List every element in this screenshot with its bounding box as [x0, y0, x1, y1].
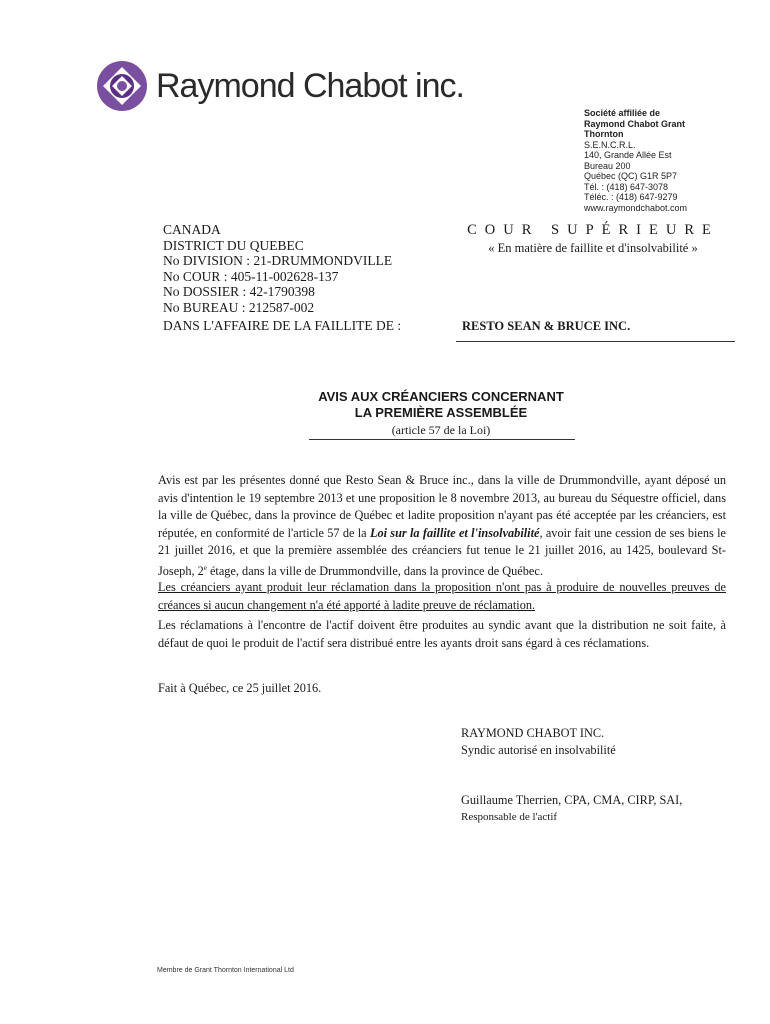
divider — [309, 439, 575, 440]
law-title: Loi sur la faillite et l'insolvabilité — [369, 525, 540, 540]
p1-text-b: , avoir fait une cession de ses biens le 21 juillet 2016, et que la première assemblée des créanciers fut tenue le 21 juillet 2016, au 1425, boulevard St-Joseph, 2 — [158, 525, 727, 578]
affiliate-line: Société affiliée de — [584, 108, 661, 118]
paragraph-creditors: Les créanciers ayant produit leur réclamation dans la proposition n'ont pas à produire de nouvelles preuves de créances si aucun changement n'a été apporté à ladite preuve de réclamation. — [158, 580, 726, 612]
header-line: No COUR : 405-11-002628-137 — [163, 268, 339, 284]
case-identifiers — [163, 222, 392, 315]
signature-person — [461, 792, 682, 826]
affiliate-line: Raymond Chabot Grant — [584, 118, 686, 129]
debtor-name: RESTO SEAN & BRUCE INC. — [462, 319, 631, 333]
firm-name: RAYMOND CHABOT INC. — [461, 726, 605, 740]
notice-title — [230, 389, 652, 421]
affiliate-line: Bureau 200 — [584, 160, 631, 171]
p1-text-a: Avis est par les présentes donné que Resto Sean & Bruce inc., dans la ville de Drummondville, ayant déposé un avis d'intention le 19 septembre 2013 et une proposition le 8 novembre 2013, au bureau du Séquestre officiel, dans la ville de Québec, dans la province de Québec et ladite proposition n'ayant pas été acceptée par les créanciers, est réputée, en conformité de l'article 57 de la — [158, 473, 726, 540]
paragraph-claims: Les réclamations à l'encontre de l'actif doivent être produites au syndic avant que la distribution ne soit faite, à défaut de quoi le produit de l'actif sera distribué entre les ayants droit sans égard à ces réclamations. — [158, 618, 726, 650]
notice-article: (article 57 de la Loi) — [391, 423, 491, 437]
company-logo — [96, 60, 464, 112]
person-name: Guillaume Therrien, CPA, CMA, CIRP, SAI, — [461, 793, 683, 807]
notice-title-line2: LA PREMIÈRE ASSEMBLÉE — [354, 405, 528, 420]
affiliate-line: Tél. : (418) 647-3078 — [584, 181, 669, 192]
court-title: COUR SUPÉRIEURE — [467, 222, 719, 238]
paragraph-notice — [158, 472, 726, 580]
header-line: DISTRICT DU QUEBEC — [163, 237, 304, 253]
affaire-label: DANS L'AFFAIRE DE LA FAILLITE DE : — [163, 318, 402, 333]
header-line: No DIVISION : 21-DRUMMONDVILLE — [163, 253, 393, 268]
signature-firm — [461, 725, 616, 759]
affiliate-line: www.raymondchabot.com — [584, 202, 688, 213]
affiliate-line: S.E.N.C.R.L. — [584, 139, 636, 150]
logo-mark-icon — [96, 60, 148, 112]
header-line: CANADA — [163, 222, 221, 237]
affiliate-line: 140, Grande Allée Est — [584, 150, 672, 160]
p1-text-c: étage, dans la ville de Drummondville, dans la province de Québec. — [206, 563, 543, 578]
affiliate-info — [584, 108, 754, 213]
person-role: Responsable de l'actif — [461, 811, 558, 823]
affiliate-line: Québec (QC) G1R 5P7 — [584, 171, 678, 181]
header-line: No DOSSIER : 42-1790398 — [163, 284, 315, 299]
ordinal-sup: e — [203, 563, 207, 572]
affiliate-line: Téléc. : (418) 647-9279 — [584, 192, 678, 202]
header-line: No BUREAU : 212587-002 — [163, 299, 315, 315]
notice-title-line1: AVIS AUX CRÉANCIERS CONCERNANT — [318, 389, 564, 404]
firm-role: Syndic autorisé en insolvabilité — [461, 743, 616, 757]
divider — [456, 341, 735, 342]
footer-note: Membre de Grant Thornton International Ltd — [157, 967, 294, 974]
court-subtitle: « En matière de faillite et d'insolvabilité » — [488, 241, 698, 255]
court-block — [463, 222, 723, 256]
place-date: Fait à Québec, ce 25 juillet 2016. — [158, 681, 322, 695]
logo-text: Raymond Chabot inc. — [156, 66, 464, 105]
affiliate-line: Thornton — [584, 129, 624, 139]
